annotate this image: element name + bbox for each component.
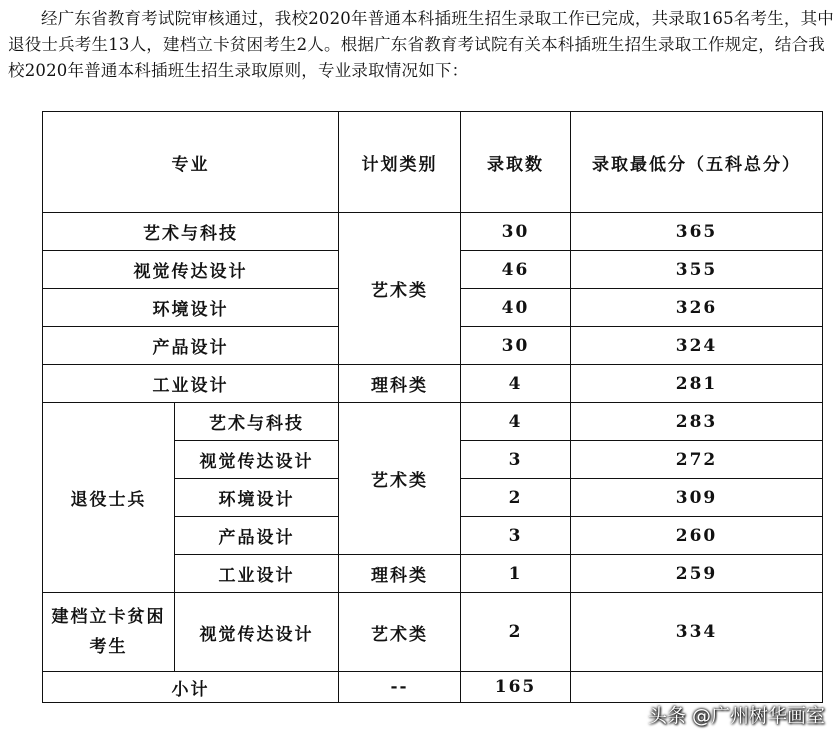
min-score-cell: 260 — [571, 517, 823, 555]
major-cell: 工业设计 — [175, 555, 339, 593]
count-cell: 2 — [461, 479, 571, 517]
count-cell: 30 — [461, 327, 571, 365]
min-score-cell: 283 — [571, 403, 823, 441]
count-cell: 30 — [461, 213, 571, 251]
subtotal-category: -- — [339, 672, 461, 703]
category-cell: 艺术类 — [339, 403, 461, 555]
intro-text: 经广东省教育考试院审核通过，我校2020年普通本科插班生招生录取工作已完成，共录取165名考生，其中退役士兵考生13人，建档立卡贫困考生2人。根据广东省教育考试院有关本科插班生招生录取工作规定，结合我校2020年普通本科插班生招生录取原则，专业录取情况如下： — [8, 9, 834, 80]
table-row — [43, 365, 823, 403]
major-cell: 艺术与科技 — [175, 403, 339, 441]
major-cell: 视觉传达设计 — [175, 593, 339, 672]
subtotal-count: 165 — [461, 672, 571, 703]
category-cell: 理科类 — [339, 555, 461, 593]
count-cell: 3 — [461, 517, 571, 555]
group-cell-poverty: 建档立卡贫困考生 — [43, 593, 175, 672]
category-cell: 艺术类 — [339, 593, 461, 672]
intro-paragraph — [8, 6, 834, 84]
min-score-cell: 309 — [571, 479, 823, 517]
count-cell: 46 — [461, 251, 571, 289]
count-cell: 1 — [461, 555, 571, 593]
major-cell: 产品设计 — [175, 517, 339, 555]
major-cell: 艺术与科技 — [43, 213, 339, 251]
min-score-cell: 355 — [571, 251, 823, 289]
major-cell: 工业设计 — [43, 365, 339, 403]
header-count: 录取数 — [461, 112, 571, 213]
count-cell: 2 — [461, 593, 571, 672]
group-cell-veterans: 退役士兵 — [43, 403, 175, 593]
header-category: 计划类别 — [339, 112, 461, 213]
table-row — [43, 403, 823, 441]
admission-table — [42, 111, 823, 703]
category-cell: 艺术类 — [339, 213, 461, 365]
watermark: 头条 @广州树华画室 — [647, 705, 825, 727]
min-score-cell: 281 — [571, 365, 823, 403]
header-major: 专业 — [43, 112, 339, 213]
major-cell: 产品设计 — [43, 327, 339, 365]
count-cell: 4 — [461, 365, 571, 403]
count-cell: 4 — [461, 403, 571, 441]
min-score-cell: 272 — [571, 441, 823, 479]
major-cell: 环境设计 — [43, 289, 339, 327]
category-cell: 理科类 — [339, 365, 461, 403]
subtotal-min — [571, 672, 823, 703]
min-score-cell: 334 — [571, 593, 823, 672]
min-score-cell: 324 — [571, 327, 823, 365]
min-score-cell: 365 — [571, 213, 823, 251]
min-score-cell: 259 — [571, 555, 823, 593]
major-cell: 视觉传达设计 — [43, 251, 339, 289]
table-header-row — [43, 112, 823, 213]
table-row — [43, 593, 823, 672]
subtotal-label: 小计 — [43, 672, 339, 703]
count-cell: 3 — [461, 441, 571, 479]
major-cell: 视觉传达设计 — [175, 441, 339, 479]
table-row — [43, 213, 823, 251]
subtotal-row — [43, 672, 823, 703]
min-score-cell: 326 — [571, 289, 823, 327]
count-cell: 40 — [461, 289, 571, 327]
major-cell: 环境设计 — [175, 479, 339, 517]
header-min-score: 录取最低分（五科总分） — [571, 112, 823, 213]
